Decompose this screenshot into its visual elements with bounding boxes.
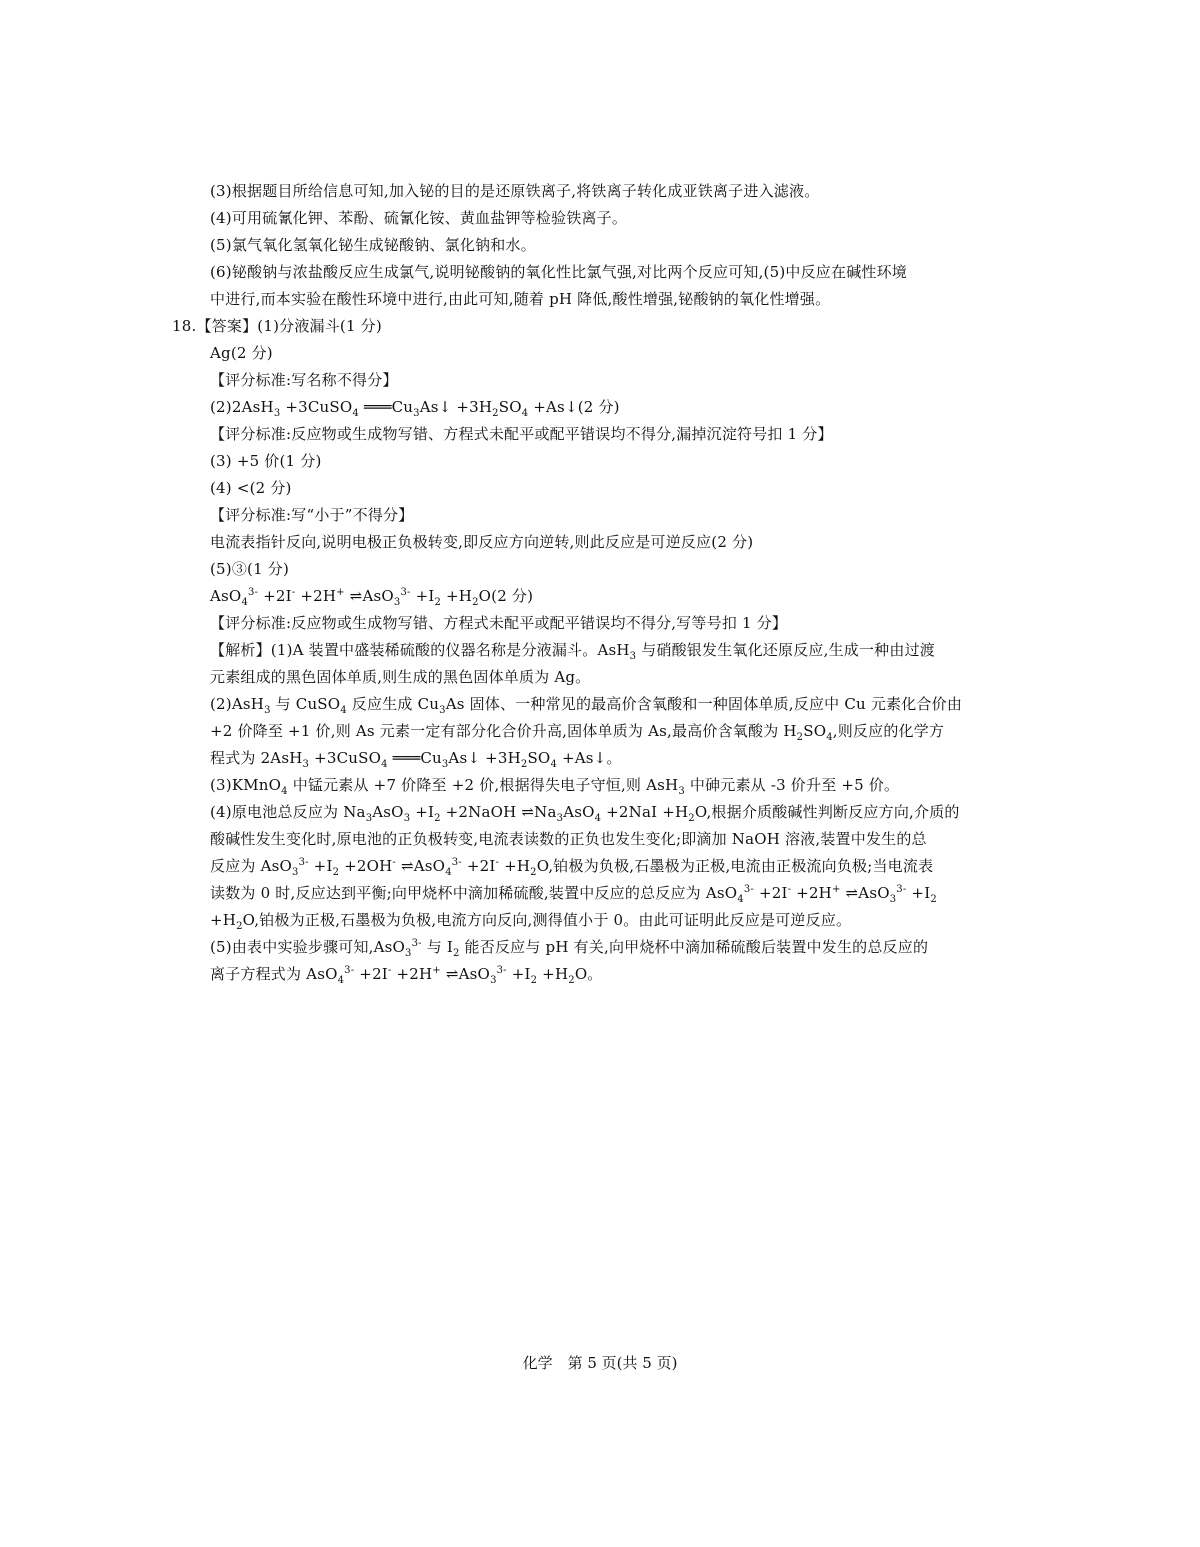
text-line-2: (4)可用硫氰化钾、苯酚、硫氰化铵、黄血盐钾等检验铁离子。: [210, 209, 628, 227]
equation-line-2: AsO$_4^{3-}$ +2I- +2H+ ⇌AsO$_3^{3-}$ $+I_2 +H_2O(2$ 分): [210, 587, 534, 608]
scoring-standard-3: 【评分标准:写“小于”不得分】: [210, 506, 414, 524]
analysis-line-11: $+H_2O$,铂极为正极,石墨极为负极,电流方向反向,测得值小于 0。由此可证明此反应是可逆反应。: [210, 911, 852, 932]
scoring-standard-2: 【评分标准:反应物或生成物写错、方程式未配平或配平错误均不得分,漏掉沉淀符号扣 1 分】: [210, 425, 833, 443]
page-footer: 化学 第 5 页(共 5 页): [522, 1354, 678, 1372]
analysis-line-6: (3)KMnO$_4$ 中锰元素从 +7 价降至 +2 价,根据得失电子守恒,则 AsH$_3$ 中砷元素从 -3 价升至 +5 价。: [210, 776, 900, 797]
question-18-answer-heading: 18.【答案】(1)分液漏斗(1 分): [172, 317, 382, 335]
text-line-14: 电流表指针反向,说明电极正负极转变,即反应方向逆转,则此反应是可逆反应(2 分): [210, 533, 754, 551]
text-line-3: (5)氯气氧化氢氧化铋生成铋酸钠、氯化钠和水。: [210, 236, 536, 254]
scoring-standard-1: 【评分标准:写名称不得分】: [210, 371, 398, 389]
analysis-line-4: +2 价降至 +1 价,则 As 元素一定有部分化合价升高,固体单质为 As,最高价含氧酸为 $H_2SO_4$,则反应的化学方: [210, 722, 945, 743]
analysis-line-10: 读数为 0 时,反应达到平衡;向甲烧杯中滴加稀硫酸,装置中反应的总反应为 AsO$_4^{3-}$ +2I- +2H+ ⇌AsO$_3^{3-}$ $+I_2$: [210, 884, 937, 905]
text-line-12: (4) <(2 分): [210, 479, 292, 497]
text-line-7: Ag(2 分): [210, 344, 273, 362]
analysis-line-8: 酸碱性发生变化时,原电池的正负极转变,电流表读数的正负也发生变化;即滴加 NaOH 溶液,装置中发生的总: [210, 830, 927, 848]
text-line-5: 中进行,而本实验在酸性环境中进行,由此可知,随着 pH 降低,酸性增强,铋酸钠的氧化性增强。: [210, 290, 831, 308]
analysis-line-5: 程式为 2AsH$_3$ +3CuSO$_4$ $═══Cu_3As↓ +3H_2SO_4$ +As↓。: [210, 749, 622, 770]
text-line-15: (5)③(1 分): [210, 560, 290, 578]
text-line-4: (6)铋酸钠与浓盐酸反应生成氯气,说明铋酸钠的氧化性比氯气强,对比两个反应可知,(5)中反应在碱性环境: [210, 263, 908, 281]
scoring-standard-4: 【评分标准:反应物或生成物写错、方程式未配平或配平错误均不得分,写等号扣 1 分】: [210, 614, 788, 632]
equation-line-1: (2)2AsH$_3$ +3CuSO$_4$ $═══Cu_3As↓ +3H_2SO_4$ +As↓(2 分): [210, 398, 620, 419]
analysis-line-1: 【解析】(1)A 装置中盛装稀硫酸的仪器名称是分液漏斗。AsH$_3$ 与硝酸银发生氧化还原反应,生成一种由过渡: [210, 641, 935, 662]
text-line-11: (3) +5 价(1 分): [210, 452, 322, 470]
text-line-1: (3)根据题目所给信息可知,加入铋的目的是还原铁离子,将铁离子转化成亚铁离子进入滤液。: [210, 182, 820, 200]
analysis-line-13: 离子方程式为 AsO$_4^{3-}$ +2I- +2H+ ⇌AsO$_3^{3-}$ $+I_2 +H_2O$。: [210, 965, 603, 986]
analysis-line-2: 元素组成的黑色固体单质,则生成的黑色固体单质为 Ag。: [210, 668, 591, 686]
analysis-line-9: 反应为 $AsO_3^{3-} +I_2 +2OH^-$ ⇌AsO$_4^{3-}$ $+2I^- +H_2O$,铂极为负极,石墨极为正极,电流由正极流向负极;当电流表: [210, 857, 934, 878]
analysis-line-12: (5)由表中实验步骤可知,AsO$_3^{3-}$ 与 $I_2$ 能否反应与 pH 有关,向甲烧杯中滴加稀硫酸后装置中发生的总反应的: [210, 938, 929, 959]
analysis-line-3: (2)AsH$_3$ 与 CuSO$_4$ 反应生成 $Cu_3As$ 固体、一种常见的最高价含氧酸和一种固体单质,反应中 Cu 元素化合价由: [210, 695, 963, 716]
answer-text-block: [172, 178, 1030, 988]
analysis-line-7: (4)原电池总反应为 $Na_3AsO_3 +I_2$ +2NaOH $\rightleftharpoons Na_3AsO_4 +2NaI +H_2O$,根据介质酸碱性判断反应方向,介质的: [210, 803, 960, 824]
